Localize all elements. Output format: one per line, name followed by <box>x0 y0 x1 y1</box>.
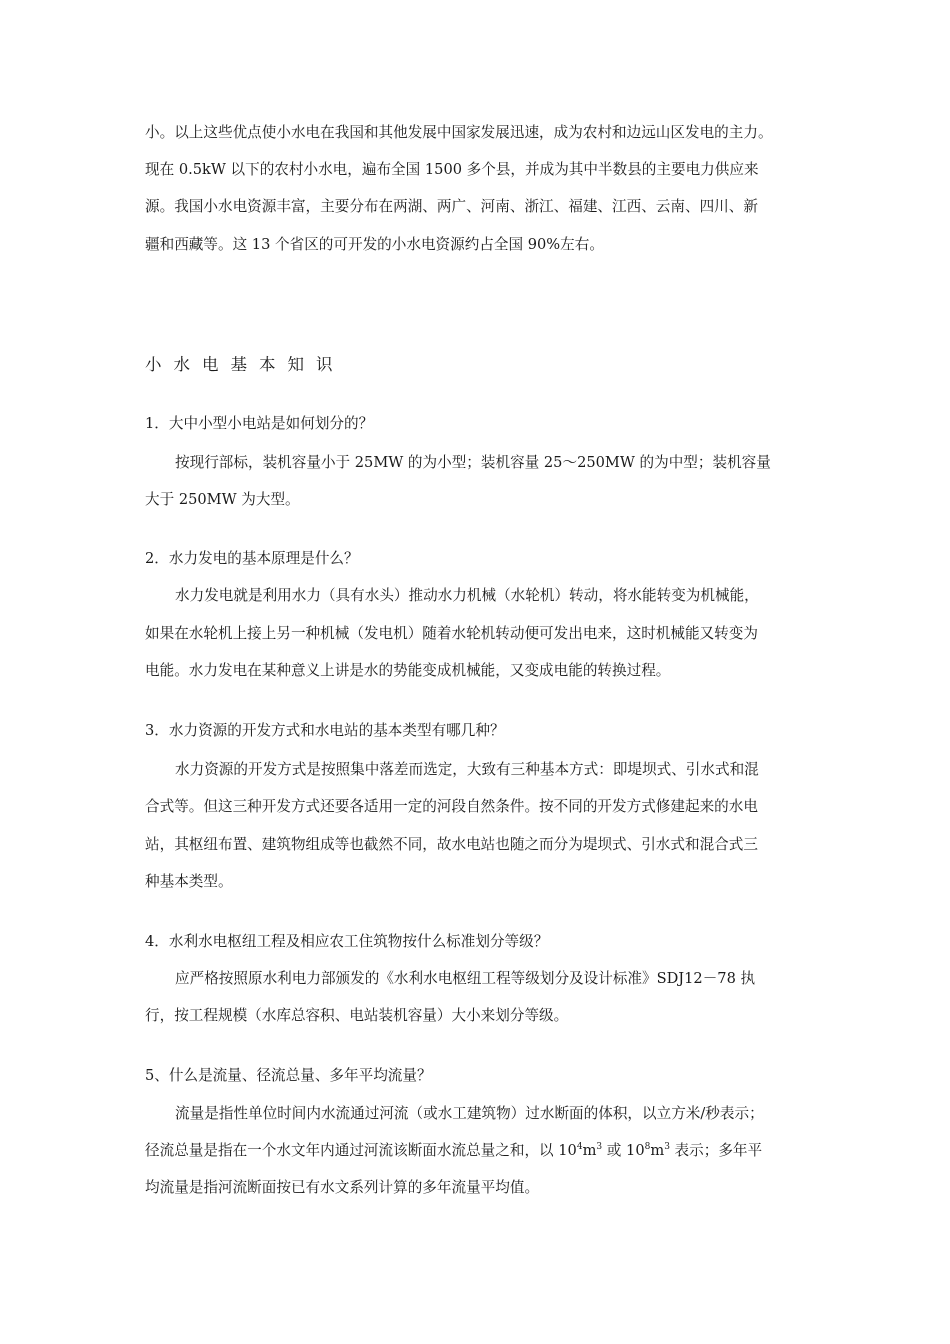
intro-line: 疆和西藏等。这 13 个省区的可开发的小水电资源约占全国 90%左右。 <box>145 236 604 253</box>
question-3: 3．水力资源的开发方式和水电站的基本类型有哪几种？ <box>145 722 505 739</box>
answer-5-line: 流量是指性单位时间内水流通过河流（或水工建筑物）过水断面的体积，以立方米/秒表示； <box>175 1105 764 1122</box>
answer-3-line: 水力资源的开发方式是按照集中落差而选定，大致有三种基本方式：即堤坝式、引水式和混 <box>175 761 759 778</box>
answer-3-line: 合式等。但这三种开发方式还要各适用一定的河段自然条件。按不同的开发方式修建起来的水电 <box>145 798 758 815</box>
question-5: 5、什么是流量、径流总量、多年平均流量？ <box>145 1067 432 1084</box>
answer-5-text: 径流总量是指在一个水文年内通过河流该断面水流总量之和，以 10 <box>145 1142 577 1159</box>
answer-2-line: 电能。水力发电在某种意义上讲是水的势能变成机械能，又变成电能的转换过程。 <box>145 662 671 679</box>
answer-4-line: 应严格按照原水利电力部颁发的《水利水电枢纽工程等级划分及设计标准》SDJ12－78 执 <box>175 970 756 987</box>
answer-5-text: 或 10 <box>602 1142 645 1159</box>
answer-5-text: m <box>650 1142 665 1159</box>
answer-2-line: 水力发电就是利用水力（具有水头）推动水力机械（水轮机）转动，将水能转变为机械能， <box>175 587 759 604</box>
question-4: 4．水利水电枢纽工程及相应农工住筑物按什么标准划分等级？ <box>145 933 549 950</box>
answer-3-line: 种基本类型。 <box>145 873 233 890</box>
superscript: 3 <box>596 1142 603 1152</box>
answer-3-line: 站，其枢纽布置、建筑物组成等也截然不同，故水电站也随之而分为堤坝式、引水式和混合式三 <box>145 836 758 853</box>
answer-2-line: 如果在水轮机上接上另一种机械（发电机）随着水轮机转动便可发出电来，这时机械能又转变为 <box>145 625 758 642</box>
intro-line: 源。我国小水电资源丰富，主要分布在两湖、两广、河南、浙江、福建、江西、云南、四川、新 <box>145 198 758 215</box>
answer-5-text: m <box>582 1142 597 1159</box>
section-title: 小水电基本知识 <box>145 355 345 374</box>
answer-5-line <box>145 1141 762 1161</box>
answer-1-line: 按现行部标，装机容量小于 25MW 的为小型；装机容量 25～250MW 的为中型；装机容量 <box>175 454 771 471</box>
question-2: 2．水力发电的基本原理是什么？ <box>145 550 359 567</box>
superscript: 8 <box>644 1142 651 1152</box>
superscript: 3 <box>664 1142 670 1152</box>
question-1: 1．大中小型小电站是如何划分的？ <box>145 415 374 432</box>
answer-4-line: 行，按工程规模（水库总容积、电站装机容量）大小来划分等级。 <box>145 1007 569 1024</box>
intro-line: 现在 0.5kW 以下的农村小水电，遍布全国 1500 多个县，并成为其中半数县的主要电力供应来 <box>145 161 759 178</box>
answer-5-text: 表示；多年平 <box>669 1142 763 1159</box>
intro-line: 小。以上这些优点使小水电在我国和其他发展中国家发展迅速，成为农村和边远山区发电的主力。 <box>145 124 773 141</box>
superscript: 4 <box>576 1142 583 1152</box>
answer-5-line: 均流量是指河流断面按已有水文系列计算的多年流量平均值。 <box>145 1179 540 1196</box>
answer-1-line: 大于 250MW 为大型。 <box>145 491 300 508</box>
